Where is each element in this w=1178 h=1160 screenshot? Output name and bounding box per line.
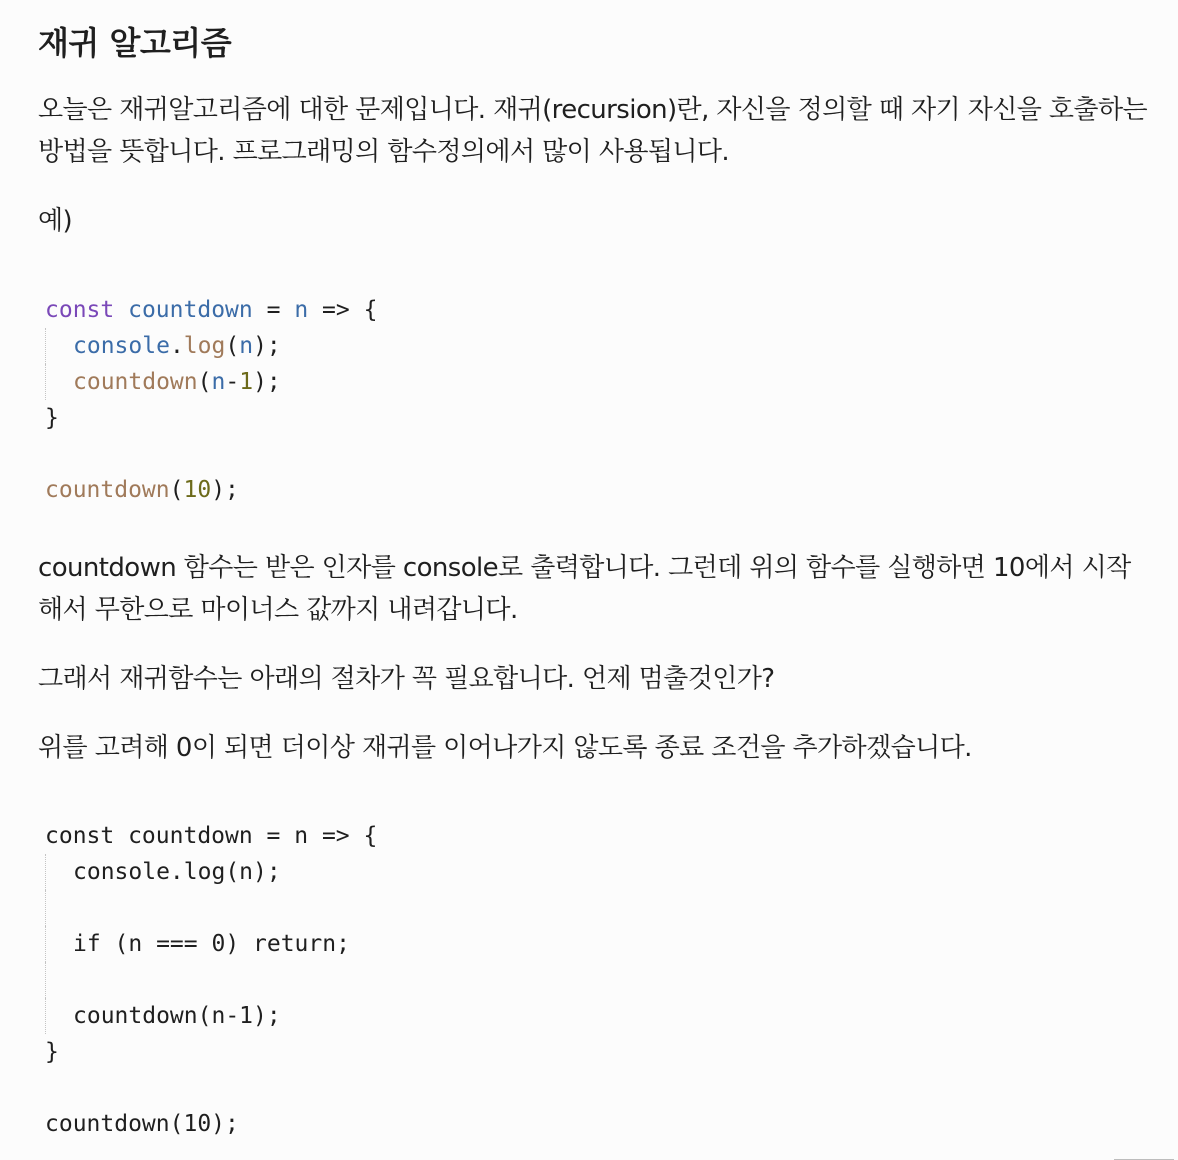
need-paragraph: 그래서 재귀함수는 아래의 절차가 꼭 필요합니다. 언제 멈출것인가? [38,664,775,694]
indent-guide [45,854,73,890]
stop-condition-paragraph: 위를 고려해 0이 되면 더이상 재귀를 이어나가지 않도록 종료 조건을 추가하겠습니다. [38,733,972,763]
code-line-blank [45,962,377,998]
code-param: n [294,297,309,323]
code-block-countdown-with-stop [45,818,377,1142]
page-title: 재귀 알고리즘 [38,24,232,62]
code-line [45,328,377,364]
code-number: 10 [183,477,212,503]
indent-guide [45,998,73,1034]
code-line [45,400,377,436]
code-keyword: const [45,297,115,323]
code-object: console [73,333,170,359]
code-brace: { [363,297,378,323]
code-arg: n [239,333,254,359]
indent-guide [45,962,73,998]
explain-line-1: countdown 함수는 받은 인자를 console로 출력합니다. 그런데 위의 함수를 실행하면 10에서 시작 [38,553,1131,583]
code-text: if (n === 0) return; [73,931,350,957]
code-paren: ); [211,477,239,503]
explain-paragraph [38,547,1131,631]
code-line [45,926,377,962]
intro-line-1: 오늘은 재귀알고리즘에 대한 문제입니다. 재귀(recursion)란, 자신을 정의할 때 자기 자신을 호출하는 [38,95,1147,125]
code-line [45,854,377,890]
code-line: } [45,1039,59,1065]
code-line: const countdown = n => { [45,823,378,849]
code-text: countdown(n-1); [73,1003,281,1029]
code-line [45,292,377,328]
code-line [45,998,377,1034]
code-function-name: countdown [128,297,253,323]
code-paren: ); [253,333,281,359]
explain-line-2: 해서 무한으로 마이너스 값까지 내려갑니다. [38,595,518,625]
code-dot: . [169,333,184,359]
indent-guide [45,890,73,926]
code-operator: - [225,369,240,395]
intro-paragraph [38,89,1147,173]
code-call: countdown [45,477,170,503]
code-arrow: => [322,297,350,323]
code-line-blank [45,890,377,926]
code-operator: = [266,297,281,323]
code-call: countdown [73,369,198,395]
indent-guide [45,364,73,400]
code-text: console.log(n); [73,859,281,885]
indent-guide [45,328,73,364]
code-paren: ( [197,369,212,395]
code-paren: ); [253,369,281,395]
code-line [45,364,377,400]
code-line [45,472,377,508]
example-label: 예) [38,206,73,236]
code-line: countdown(10); [45,1111,239,1137]
code-method: log [183,333,226,359]
code-number: 1 [239,369,254,395]
code-line-blank [45,1070,377,1106]
code-line-blank [45,436,377,472]
code-block-countdown [45,292,377,508]
code-brace: } [45,405,59,431]
code-paren: ( [225,333,240,359]
code-arg: n [211,369,226,395]
intro-line-2: 방법을 뜻합니다. 프로그래밍의 함수정의에서 많이 사용됩니다. [38,137,730,167]
code-paren: ( [169,477,184,503]
indent-guide [45,926,73,962]
